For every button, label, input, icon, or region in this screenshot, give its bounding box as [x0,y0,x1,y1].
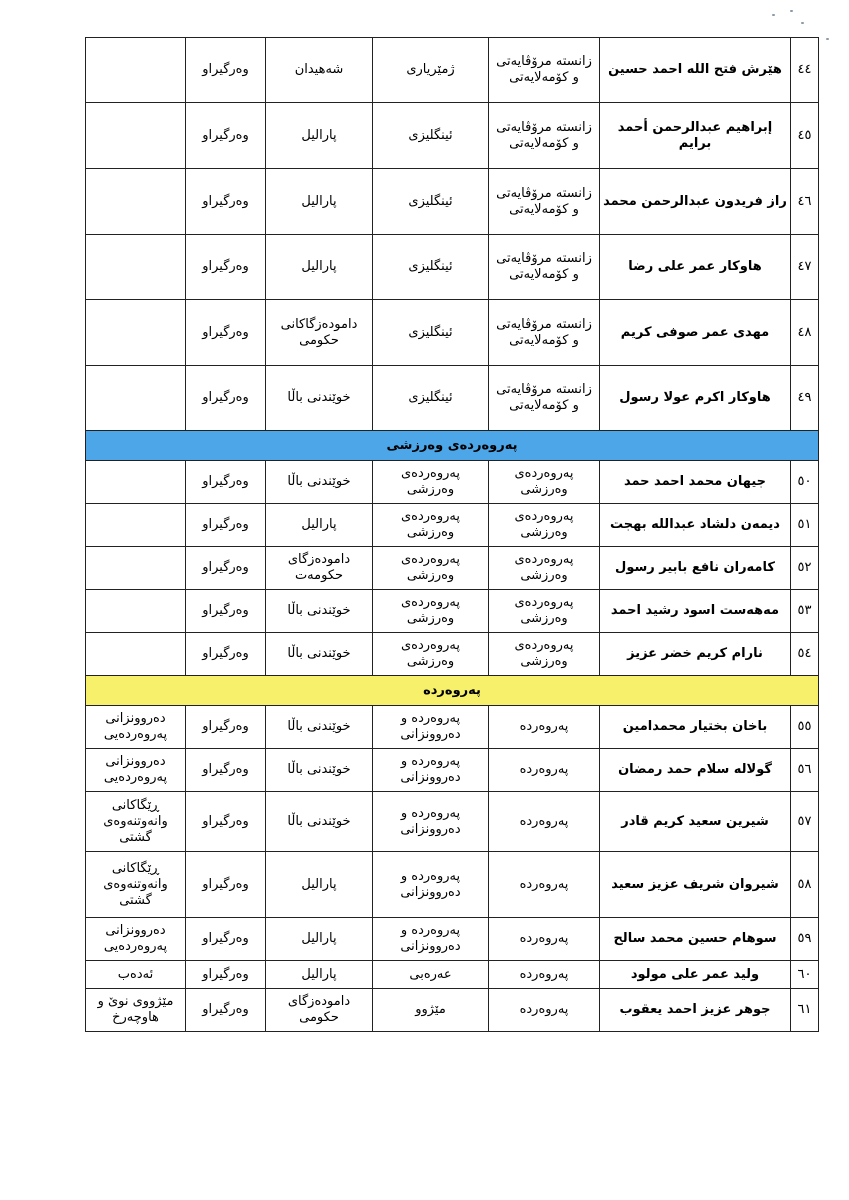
specialty-cell: پەروەردەی وەرزشی [373,547,489,590]
channel-cell: پارالیل [266,961,373,989]
notes-cell: ڕێگاکانی وانەوتنەوەی گشتی [86,792,186,852]
table-row [86,792,819,852]
specialty-cell: ئینگلیزی [373,235,489,300]
table-row [86,300,819,366]
channel-cell: پارالیل [266,504,373,547]
table-row [86,366,819,431]
table-row [86,461,819,504]
table-row [86,633,819,676]
channel-cell: خوێندنی باڵا [266,792,373,852]
notes-cell [86,590,186,633]
row-number: ٥٤ [791,633,819,676]
notes-cell: مێژووی نوێ و هاوچەرخ [86,989,186,1032]
table-row [86,590,819,633]
specialty-cell: ئینگلیزی [373,169,489,235]
specialty-cell: پەروەردەی وەرزشی [373,504,489,547]
department-cell: پەروەردەی وەرزشی [489,547,600,590]
channel-cell: خوێندنی باڵا [266,366,373,431]
department-cell: زانستە مرۆڤایەتی و کۆمەلایەتی [489,235,600,300]
specialty-cell: پەروەردە و دەروونزانی [373,706,489,749]
student-name: راز فریدون عبدالرحمن محمد [600,169,791,235]
status-cell: وەرگیراو [186,792,266,852]
table-row [86,989,819,1032]
department-cell: پەروەردە [489,792,600,852]
student-name: سوهام حسین محمد سالح [600,918,791,961]
row-number: ٥٥ [791,706,819,749]
status-cell: وەرگیراو [186,300,266,366]
status-cell: وەرگیراو [186,961,266,989]
department-cell: پەروەردە [489,749,600,792]
section-header: پەروەردە [86,676,819,706]
section-header-row [86,676,819,706]
department-cell: زانستە مرۆڤایەتی و کۆمەلایەتی [489,103,600,169]
row-number: ٤٤ [791,38,819,103]
notes-cell [86,169,186,235]
department-cell: پەروەردەی وەرزشی [489,461,600,504]
row-number: ٤٨ [791,300,819,366]
status-cell: وەرگیراو [186,918,266,961]
channel-cell: پارالیل [266,852,373,918]
section-header-row [86,431,819,461]
notes-cell: ڕێگاکانی وانەوتنەوەی گشتی [86,852,186,918]
notes-cell [86,366,186,431]
channel-cell: خوێندنی باڵا [266,590,373,633]
channel-cell: دامودەزگاکانی حکومی [266,300,373,366]
channel-cell: دامودەزگای حکومەت [266,547,373,590]
student-name: جوهر عزیز احمد یعقوب [600,989,791,1032]
status-cell: وەرگیراو [186,235,266,300]
notes-cell: دەروونزانی پەروەردەیی [86,749,186,792]
specialty-cell: عەرەبی [373,961,489,989]
specialty-cell: ژمێریاری [373,38,489,103]
status-cell: وەرگیراو [186,547,266,590]
student-name: شیرین سعید کریم قادر [600,792,791,852]
notes-cell: دەروونزانی پەروەردەیی [86,918,186,961]
specialty-cell: ئینگلیزی [373,300,489,366]
table-row [86,961,819,989]
scan-speck [790,10,793,12]
row-number: ٤٩ [791,366,819,431]
row-number: ٥٢ [791,547,819,590]
table-row [86,852,819,918]
status-cell: وەرگیراو [186,706,266,749]
row-number: ٥٨ [791,852,819,918]
row-number: ٥٩ [791,918,819,961]
specialty-cell: پەروەردە و دەروونزانی [373,792,489,852]
row-number: ٦١ [791,989,819,1032]
row-number: ٥١ [791,504,819,547]
channel-cell: پارالیل [266,235,373,300]
status-cell: وەرگیراو [186,504,266,547]
channel-cell: شەهیدان [266,38,373,103]
notes-cell [86,38,186,103]
row-number: ٥٧ [791,792,819,852]
student-name: باخان بختیار محمدامین [600,706,791,749]
row-number: ٤٥ [791,103,819,169]
notes-cell [86,504,186,547]
table-row [86,235,819,300]
notes-cell: دەروونزانی پەروەردەیی [86,706,186,749]
scan-speck [772,14,775,16]
channel-cell: دامودەزگای حکومی [266,989,373,1032]
status-cell: وەرگیراو [186,633,266,676]
status-cell: وەرگیراو [186,461,266,504]
status-cell: وەرگیراو [186,852,266,918]
specialty-cell: پەروەردەی وەرزشی [373,633,489,676]
department-cell: پەروەردە [489,918,600,961]
specialty-cell: ئینگلیزی [373,366,489,431]
row-number: ٦٠ [791,961,819,989]
notes-cell [86,633,186,676]
student-roster-table [85,37,819,1032]
department-cell: پەروەردەی وەرزشی [489,590,600,633]
specialty-cell: پەروەردە و دەروونزانی [373,918,489,961]
department-cell: پەروەردە [489,989,600,1032]
table-row [86,706,819,749]
status-cell: وەرگیراو [186,749,266,792]
specialty-cell: پەروەردە و دەروونزانی [373,749,489,792]
department-cell: زانستە مرۆڤایەتی و کۆمەلایەتی [489,366,600,431]
channel-cell: پارالیل [266,918,373,961]
table-row [86,169,819,235]
status-cell: وەرگیراو [186,169,266,235]
status-cell: وەرگیراو [186,103,266,169]
table-row [86,749,819,792]
department-cell: زانستە مرۆڤایەتی و کۆمەلایەتی [489,38,600,103]
row-number: ٥٦ [791,749,819,792]
channel-cell: پارالیل [266,169,373,235]
specialty-cell: ئینگلیزی [373,103,489,169]
row-number: ٤٦ [791,169,819,235]
notes-cell [86,235,186,300]
status-cell: وەرگیراو [186,590,266,633]
channel-cell: خوێندنی باڵا [266,633,373,676]
student-name: هێرش فتح الله احمد حسین [600,38,791,103]
student-name: إبراهیم عبدالرحمن أحمد برایم [600,103,791,169]
department-cell: پەروەردەی وەرزشی [489,633,600,676]
row-number: ٥٣ [791,590,819,633]
table-row [86,38,819,103]
student-name: جیهان محمد احمد حمد [600,461,791,504]
department-cell: پەروەردە [489,961,600,989]
scan-speck [826,38,829,40]
department-cell: پەروەردە [489,706,600,749]
notes-cell [86,461,186,504]
student-name: ولید عمر علی مولود [600,961,791,989]
notes-cell [86,547,186,590]
student-name: شیروان شریف عزیز سعید [600,852,791,918]
student-name: مهدی عمر صوفی کریم [600,300,791,366]
department-cell: زانستە مرۆڤایەتی و کۆمەلایەتی [489,300,600,366]
table-row [86,504,819,547]
table-row [86,103,819,169]
department-cell: پەروەردە [489,852,600,918]
channel-cell: پارالیل [266,103,373,169]
scan-speck [801,22,804,24]
student-name: هاوکار اکرم عولا رسول [600,366,791,431]
channel-cell: خوێندنی باڵا [266,749,373,792]
specialty-cell: مێژوو [373,989,489,1032]
specialty-cell: پەروەردەی وەرزشی [373,461,489,504]
notes-cell [86,103,186,169]
channel-cell: خوێندنی باڵا [266,706,373,749]
row-number: ٤٧ [791,235,819,300]
student-name: هاوکار عمر علی رضا [600,235,791,300]
row-number: ٥٠ [791,461,819,504]
table-row [86,918,819,961]
status-cell: وەرگیراو [186,989,266,1032]
section-header: پەروەردەی وەرزشی [86,431,819,461]
student-name: مەهەست اسود رشید احمد [600,590,791,633]
department-cell: پەروەردەی وەرزشی [489,504,600,547]
table-row [86,547,819,590]
student-name: گولالە سلام حمد رمضان [600,749,791,792]
status-cell: وەرگیراو [186,366,266,431]
notes-cell: ئەدەب [86,961,186,989]
notes-cell [86,300,186,366]
status-cell: وەرگیراو [186,38,266,103]
department-cell: زانستە مرۆڤایەتی و کۆمەلایەتی [489,169,600,235]
channel-cell: خوێندنی باڵا [266,461,373,504]
specialty-cell: پەروەردەی وەرزشی [373,590,489,633]
specialty-cell: پەروەردە و دەروونزانی [373,852,489,918]
student-name: دیمەن دلشاد عبدالله بهجت [600,504,791,547]
student-name: کامەران نافع بابیر رسول [600,547,791,590]
student-name: نارام کریم خضر عزیز [600,633,791,676]
